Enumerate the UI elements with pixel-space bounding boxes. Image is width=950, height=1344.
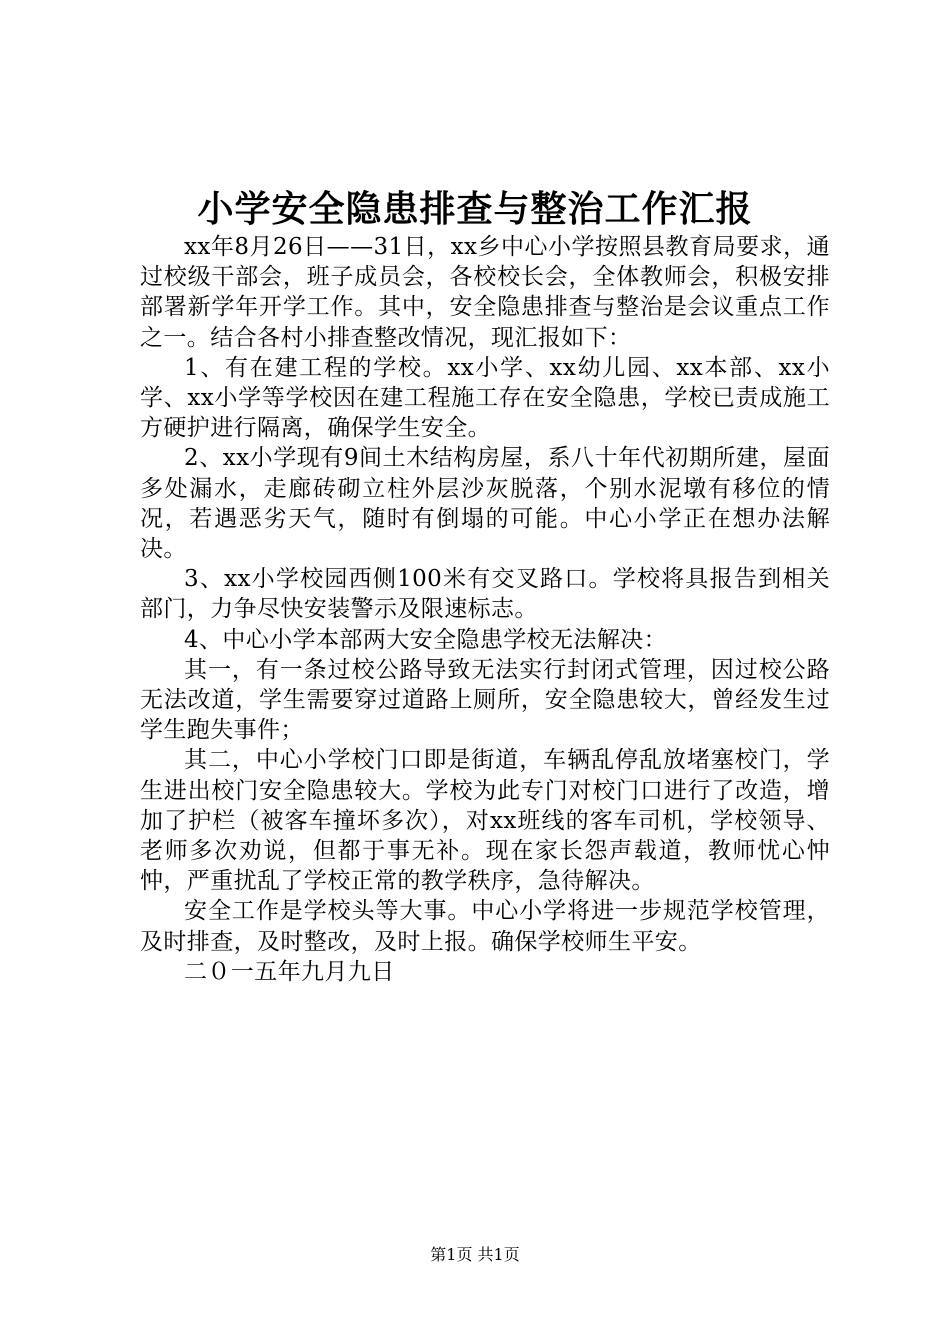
page-number-footer: 第1页 共1页 [430, 1245, 520, 1264]
document-date: 二０一五年九月九日 [184, 958, 395, 985]
item-1-paragraph: 1、有在建工程的学校。xx小学、xx幼儿园、xx本部、xx小学、xx小学等学校因在建工程施工存在安全隐患，学校已责成施工方硬护进行隔离，确保学生安全。 [140, 354, 830, 442]
item-4-paragraph: 4、中心小学本部两大安全隐患学校无法解决： [184, 626, 668, 653]
item-4-second-point: 其二，中心小学校门口即是街道，车辆乱停乱放堵塞校门，学生进出校门安全隐患较大。学校为此专门对校门口进行了改造，增加了护栏（被客车撞坏多次），对xx班线的客车司机，学校领导、老师多次劝说，但都于事无补。现在家长怨声载道，教师忧心忡忡，严重扰乱了学校正常的教学秩序，急待解决。 [140, 747, 830, 895]
item-3-paragraph: 3、xx小学校园西侧100米有交叉路口。学校将具报告到相关部门，力争尽快安装警示及限速标志。 [140, 566, 830, 623]
document-title: 小学安全隐患排查与整治工作汇报 [197, 188, 753, 230]
item-4-first-point: 其一，有一条过校公路导致无法实行封闭式管理，因过校公路无法改道，学生需要穿过道路上厕所，安全隐患较大，曾经发生过学生跑失事件； [140, 656, 830, 744]
intro-paragraph: xx年8月26日——31日，xx乡中心小学按照县教育局要求，通过校级干部会，班子成员会，各校校长会，全体教师会，积极安排部署新学年开学工作。其中，安全隐患排查与整治是会议重点工作之一。结合各村小排查整改情况，现汇报如下： [140, 234, 830, 351]
document-body [140, 232, 830, 987]
item-2-paragraph: 2、xx小学现有9间土木结构房屋，系八十年代初期所建，屋面多处漏水，走廊砖砌立柱外层沙灰脱落，个别水泥墩有移位的情况，若遇恶劣天气，随时有倒塌的可能。中心小学正在想办法解决。 [140, 445, 830, 563]
conclusion-paragraph: 安全工作是学校头等大事。中心小学将进一步规范学校管理，及时排查，及时整改，及时上报。确保学校师生平安。 [140, 898, 830, 955]
